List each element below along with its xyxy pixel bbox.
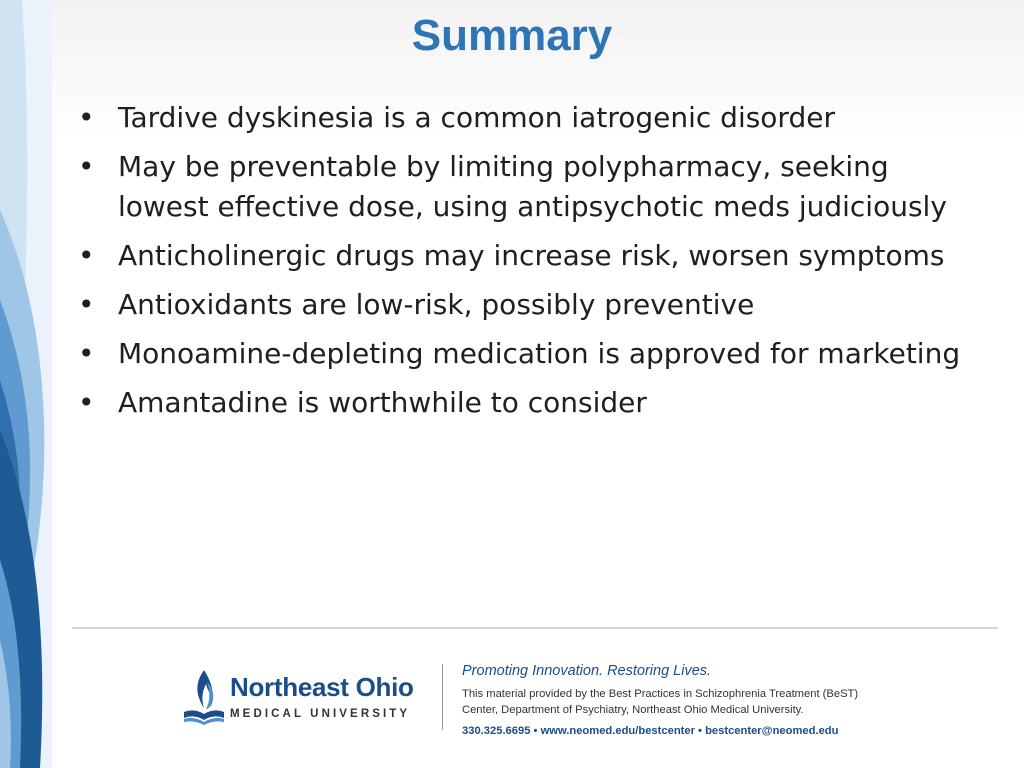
flame-book-logo-icon	[182, 668, 226, 726]
logo-name: Northeast Ohio	[230, 672, 414, 702]
description-line-1: This material provided by the Best Practices in Schizophrenia Treatment (BeST)	[462, 688, 859, 700]
bullet-list	[78, 98, 988, 432]
bullet-marker: •	[78, 150, 95, 183]
bullet-marker: •	[78, 386, 95, 419]
bullet-item	[78, 236, 988, 276]
bullet-item	[78, 285, 988, 325]
bullet-marker: •	[78, 239, 95, 272]
tagline: Promoting Innovation. Restoring Lives.	[462, 663, 712, 679]
bullet-marker: •	[78, 101, 95, 134]
bullet-marker: •	[78, 337, 95, 370]
footer-divider	[72, 627, 998, 629]
bullet-item	[78, 383, 988, 423]
bullet-marker: •	[78, 288, 95, 321]
bullet-item	[78, 98, 988, 138]
logo-subtitle: MEDICAL UNIVERSITY	[230, 708, 411, 720]
footer-vertical-divider	[442, 664, 443, 730]
contact-info: 330.325.6695 • www.neomed.edu/bestcenter • bestcenter@neomed.edu	[462, 725, 839, 737]
bullet-text: Amantadine is worthwhile to consider	[118, 386, 647, 419]
bullet-text: Antioxidants are low-risk, possibly preventive	[118, 288, 755, 321]
description-line-2: Center, Department of Psychiatry, Northeast Ohio Medical University.	[462, 704, 804, 716]
bullet-text: Tardive dyskinesia is a common iatrogenic disorder	[118, 101, 835, 134]
bullet-item	[78, 147, 988, 227]
bullet-item	[78, 334, 988, 374]
slide-title: Summary	[411, 11, 613, 60]
bullet-text: May be preventable by limiting polypharmacy, seeking lowest effective dose, using antipsychotic meds judiciously	[118, 150, 947, 223]
university-logo	[182, 668, 432, 726]
bullet-text: Monoamine-depleting medication is approved for marketing	[118, 337, 961, 370]
footer-info	[462, 662, 982, 739]
left-wave-decoration	[0, 0, 52, 768]
bullet-text: Anticholinergic drugs may increase risk, worsen symptoms	[118, 239, 945, 272]
